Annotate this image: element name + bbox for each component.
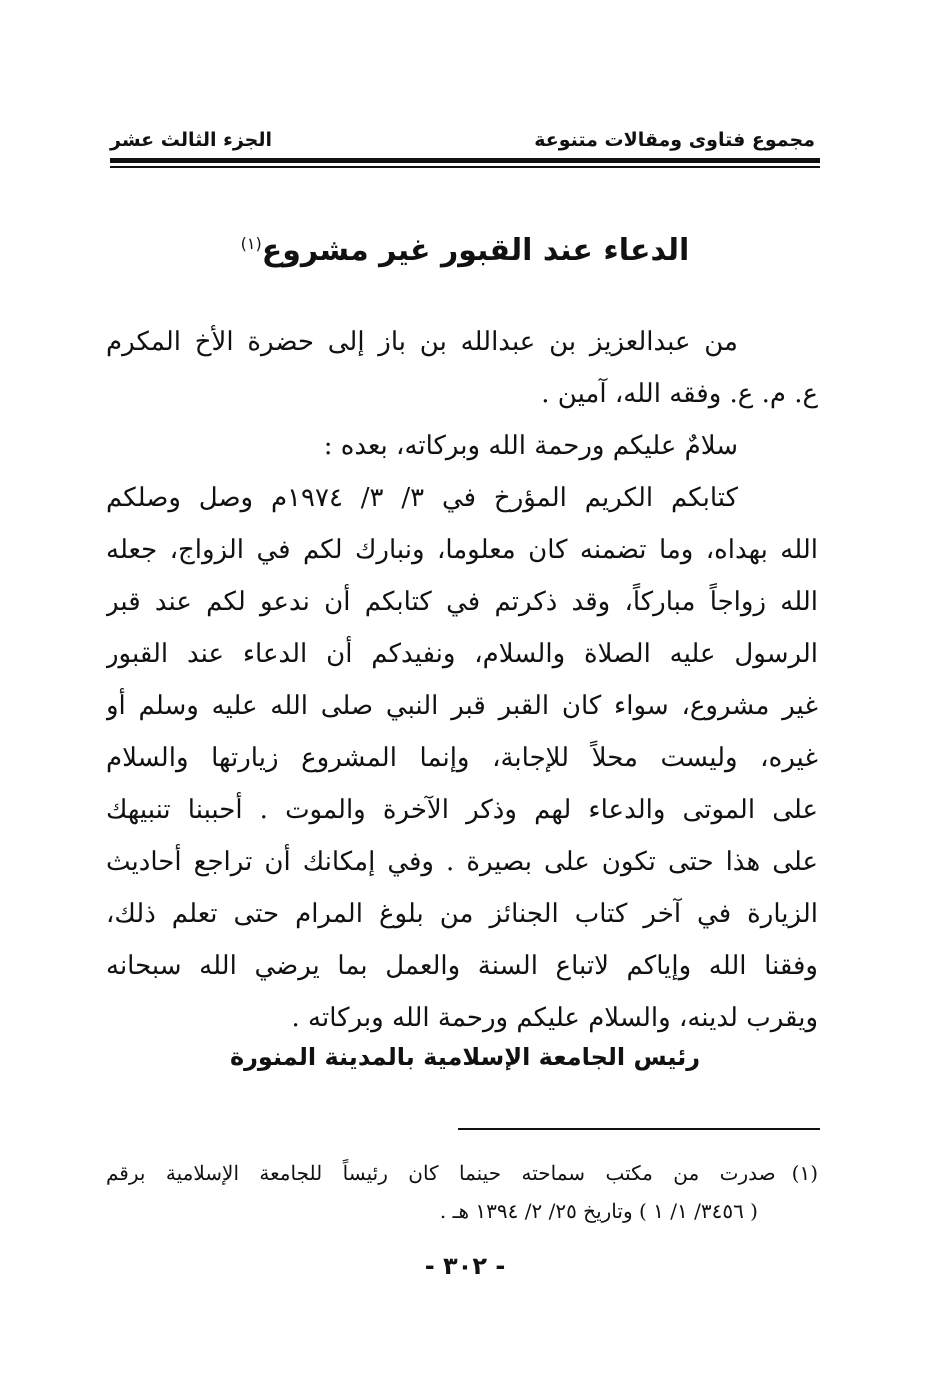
text-line: على الموتى والدعاء لهم وذكر الآخرة والموت . أحببنا تنبيهك — [106, 795, 818, 825]
footnote-marker: (١) — [791, 1161, 818, 1185]
text-line: الله بهداه، وما تضمنه كان معلوما، ونبارك لكم في الزواج، جعله — [106, 535, 818, 565]
header-rule-thin — [110, 166, 820, 168]
footnote-separator — [458, 1128, 820, 1130]
signature-line: رئيس الجامعة الإسلامية بالمدينة المنورة — [229, 1043, 701, 1071]
running-header — [110, 124, 815, 156]
text-line: وفقنا الله وإياكم لاتباع السنة والعمل بما يرضي الله سبحانه — [106, 951, 818, 981]
text-line: ويقرب لدينه، والسلام عليكم ورحمة الله وبركاته . — [291, 1003, 818, 1033]
text-line: على هذا حتى تكون على بصيرة . وفي إمكانك أن تراجع أحاديث — [106, 847, 818, 877]
footnote — [106, 1154, 818, 1230]
article-body — [106, 316, 818, 1044]
text-line: غيره، وليست محلاً للإجابة، وإنما المشروع زيارتها والسلام — [106, 743, 818, 773]
footnote-line — [106, 1154, 818, 1192]
footnote-text: صدرت من مكتب سماحته حينما كان رئيساً للجامعة الإسلامية برقم — [106, 1161, 776, 1185]
text-line: الرسول عليه الصلاة والسلام، ونفيدكم أن الدعاء عند القبور — [106, 639, 818, 669]
text-line: الله زواجاً مباركاً، وقد ذكرتم في كتابكم أن ندعو لكم عند قبر — [106, 587, 818, 617]
text-line: كتابكم الكريم المؤرخ في ٣/ ٣/ ١٩٧٤م وصل وصلكم — [106, 483, 738, 513]
book-title: مجموع فتاوى ومقالات متنوعة — [534, 129, 815, 151]
greeting-line: سلامٌ عليكم ورحمة الله وبركاته، بعده : — [323, 431, 738, 461]
text-line: من عبدالعزيز بن عبدالله بن باز إلى حضرة الأخ المكرم — [106, 327, 738, 357]
text-line: ع. م. ع. وفقه الله، آمين . — [541, 379, 818, 409]
page-number: - ٣٠٢ - — [424, 1252, 506, 1280]
header-rule-thick — [110, 158, 820, 163]
title-footnote-marker: (١) — [240, 234, 262, 253]
text-line: غير مشروع، سواء كان القبر قبر النبي صلى الله عليه وسلم أو — [106, 691, 818, 721]
article-title — [110, 216, 820, 279]
text-line: الزيارة في آخر كتاب الجنائز من بلوغ المرام حتى تعلم ذلك، — [106, 899, 818, 929]
footnote-line: ( ٣٤٥٦/ ١/ ١ ) وتاريخ ٢٥/ ٢/ ١٣٩٤ هـ . — [439, 1199, 758, 1223]
article-title-text: الدعاء عند القبور غير مشروع — [261, 233, 690, 268]
volume-label: الجزء الثالث عشر — [110, 129, 273, 151]
